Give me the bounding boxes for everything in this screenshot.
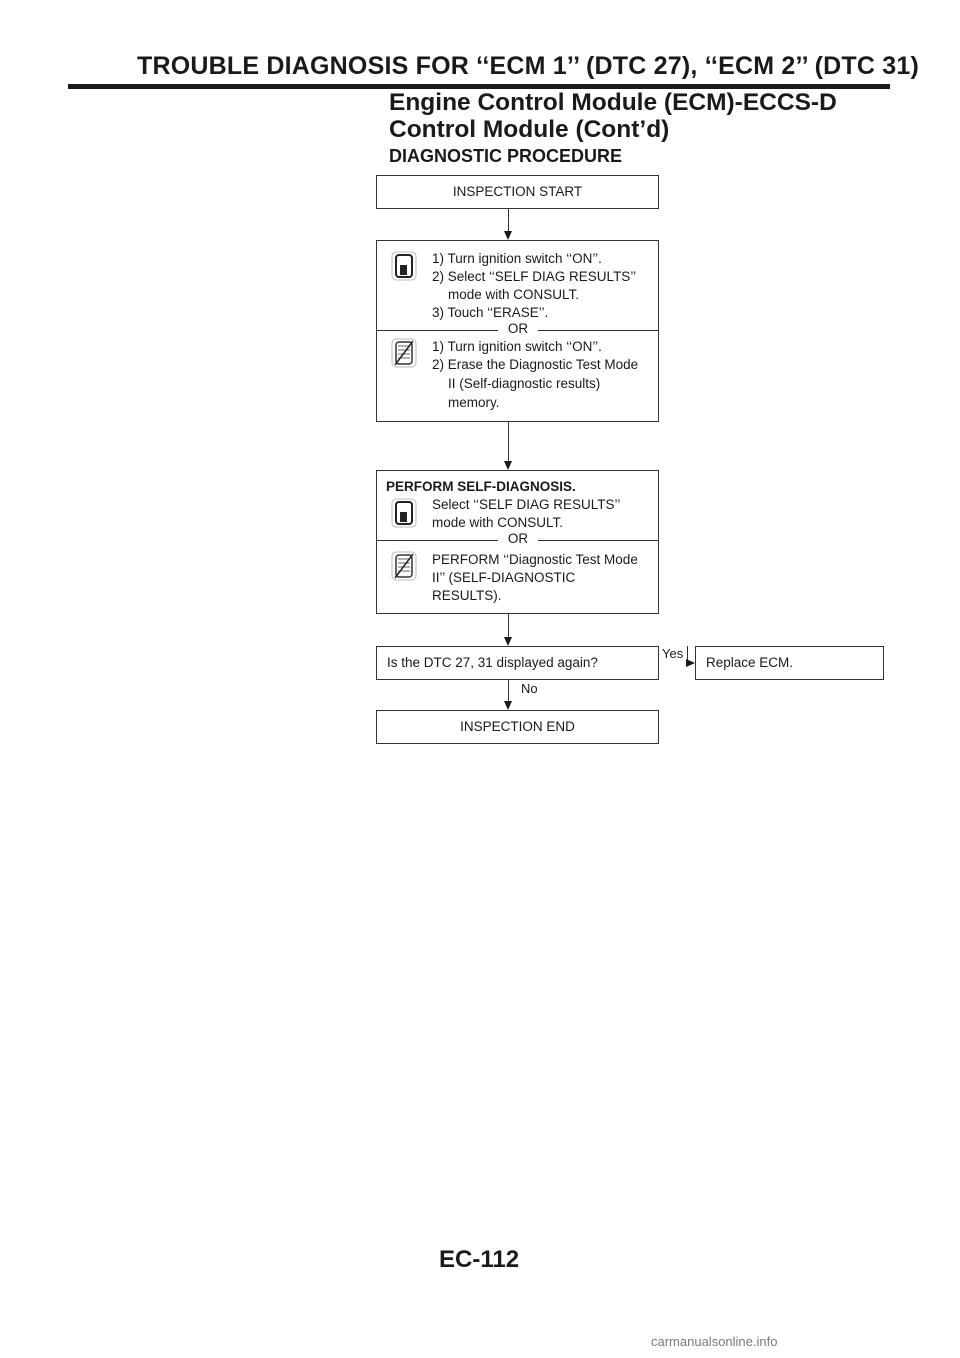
step2-alt-line-1: PERFORM ‘‘Diagnostic Test Mode: [432, 552, 638, 567]
replace-ecm-label: Replace ECM.: [706, 655, 794, 670]
step2-box: [376, 470, 659, 614]
arrow-down-icon: [504, 231, 512, 240]
step2-consult-line-1: Select ‘‘SELF DIAG RESULTS’’: [432, 497, 621, 512]
no-tools-icon: [391, 338, 417, 368]
no-label: No: [521, 681, 538, 696]
or-label: OR: [498, 531, 538, 546]
step2-heading: PERFORM SELF-DIAGNOSIS.: [386, 479, 576, 494]
step1-alt-line-4: memory.: [448, 395, 500, 410]
step1-consult-line-1: 1) Turn ignition switch ‘‘ON’’.: [432, 251, 602, 266]
arrow-down-icon: [504, 701, 512, 710]
inspection-start-label: INSPECTION START: [452, 184, 583, 199]
replace-ecm-box: [695, 646, 884, 680]
no-tools-icon: [391, 551, 417, 581]
page-header-title: TROUBLE DIAGNOSIS FOR ‘‘ECM 1’’ (DTC 27), ‘‘ECM 2’’ (DTC 31): [137, 52, 919, 80]
arrow-down-icon: [504, 461, 512, 470]
watermark: carmanualsonline.info: [651, 1334, 778, 1349]
page-subtitle: Engine Control Module (ECM)-ECCS-D Control Module (Cont’d): [389, 89, 837, 143]
arrow-down-icon: [504, 637, 512, 646]
step2-alt-line-3: RESULTS).: [432, 588, 502, 603]
connector-line: [508, 680, 509, 701]
question-box: [376, 646, 659, 680]
inspection-end-box: [376, 710, 659, 744]
inspection-start-box: [376, 175, 659, 209]
step1-consult-line-3: mode with CONSULT.: [448, 287, 580, 302]
consult-tester-icon: [391, 498, 417, 528]
page-number: EC-112: [439, 1246, 520, 1273]
connector-line: [508, 614, 509, 638]
connector-line: [508, 422, 509, 461]
step1-alt-line-2: 2) Erase the Diagnostic Test Mode: [432, 357, 639, 372]
connector-line: [508, 209, 509, 231]
step1-alt-line-3: II (Self-diagnostic results): [448, 376, 601, 391]
yes-label: Yes: [662, 646, 684, 661]
step1-consult-line-4: 3) Touch ‘‘ERASE’’.: [432, 305, 549, 320]
consult-tester-icon: [391, 251, 417, 281]
step1-alt-line-1: 1) Turn ignition switch ‘‘ON’’.: [432, 339, 602, 354]
or-label: OR: [498, 321, 538, 336]
step2-alt-line-2: II’’ (SELF-DIAGNOSTIC: [432, 570, 576, 585]
or-divider: [377, 531, 658, 549]
question-text: Is the DTC 27, 31 displayed again?: [387, 655, 598, 670]
or-divider: [377, 321, 658, 339]
inspection-end-label: INSPECTION END: [460, 719, 575, 734]
step1-consult-line-2: 2) Select ‘‘SELF DIAG RESULTS’’: [432, 269, 637, 284]
section-title: DIAGNOSTIC PROCEDURE: [389, 146, 623, 166]
arrow-right-icon: [686, 659, 695, 667]
step2-consult-line-2: mode with CONSULT.: [432, 515, 564, 530]
step1-box: [376, 240, 659, 422]
